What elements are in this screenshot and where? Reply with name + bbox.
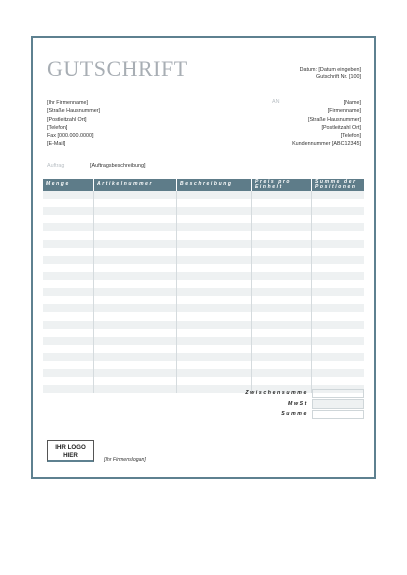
table-cell[interactable] [177,280,252,288]
table-cell[interactable] [94,207,177,215]
subtotal-row [43,388,364,399]
table-cell[interactable] [177,369,252,377]
table-cell[interactable] [177,215,252,223]
table-cell[interactable] [252,191,312,199]
document-title: GUTSCHRIFT [47,56,188,81]
table-cell[interactable] [177,377,252,385]
table-cell[interactable] [43,264,94,272]
recipient-street[interactable]: [Straße Hausnummer] [307,116,361,123]
table-cell[interactable] [312,199,364,207]
sender-street[interactable]: [Straße Hausnummer] [47,108,101,115]
table-cell[interactable] [312,369,364,377]
logo-text-line1: IHR LOGO [55,444,86,451]
table-cell[interactable] [312,288,364,296]
table-cell[interactable] [177,272,252,280]
totals-section [43,388,364,420]
table-cell[interactable] [43,345,94,353]
header-article-number: Artikelnummer [94,179,177,191]
table-row [43,312,364,320]
table-cell[interactable] [252,337,312,345]
total-row [43,409,364,420]
table-cell[interactable] [43,369,94,377]
table-cell[interactable] [252,329,312,337]
table-cell[interactable] [94,288,177,296]
table-cell[interactable] [252,223,312,231]
table-cell[interactable] [43,329,94,337]
table-cell[interactable] [312,191,364,199]
table-cell[interactable] [177,321,252,329]
table-cell[interactable] [177,240,252,248]
header-line-total: Summe der Positionen [315,178,357,190]
table-cell[interactable] [43,288,94,296]
table-cell[interactable] [94,231,177,239]
sender-fax[interactable]: Fax [000.000.0000] [47,133,94,140]
subtotal-label: Zwischensumme [245,390,308,397]
table-cell[interactable] [43,272,94,280]
table-cell[interactable] [43,337,94,345]
table-cell[interactable] [312,272,364,280]
table-cell[interactable] [312,256,364,264]
table-cell[interactable] [177,248,252,256]
order-description[interactable]: [Auftragsbeschreibung] [90,163,146,169]
recipient-city[interactable]: [Postleitzahl Ort] [321,124,361,131]
table-row [43,337,364,345]
table-cell[interactable] [177,191,252,199]
table-cell[interactable] [94,312,177,320]
line-items-table [43,179,364,393]
table-cell[interactable] [252,264,312,272]
table-cell[interactable] [43,223,94,231]
table-row [43,280,364,288]
logo-placeholder[interactable] [47,440,94,462]
tax-row [43,399,364,410]
table-cell[interactable] [94,280,177,288]
table-cell[interactable] [252,215,312,223]
table-row [43,321,364,329]
subtotal-field[interactable] [312,389,364,399]
document-meta [300,67,361,81]
company-slogan[interactable]: [Ihr Firmenslogan] [104,457,146,463]
logo-text-line2: HIER [63,451,78,459]
header-quantity: Menge [43,179,94,191]
table-cell[interactable] [177,207,252,215]
table-cell[interactable] [94,215,177,223]
table-cell[interactable] [177,329,252,337]
table-cell[interactable] [177,199,252,207]
table-cell[interactable] [43,215,94,223]
table-cell[interactable] [312,240,364,248]
table-cell[interactable] [312,321,364,329]
table-cell[interactable] [252,231,312,239]
table-cell[interactable] [94,223,177,231]
table-cell[interactable] [252,199,312,207]
table-row [43,369,364,377]
table-cell[interactable] [94,256,177,264]
table-row [43,215,364,223]
table-row [43,240,364,248]
table-cell[interactable] [177,312,252,320]
table-cell[interactable] [312,215,364,223]
table-cell[interactable] [94,304,177,312]
table-cell[interactable] [177,304,252,312]
header-description: Beschreibung [177,179,252,191]
table-cell[interactable] [312,248,364,256]
table-row [43,256,364,264]
table-cell[interactable] [252,248,312,256]
table-cell[interactable] [312,280,364,288]
table-row [43,248,364,256]
table-cell[interactable] [94,369,177,377]
table-cell[interactable] [252,207,312,215]
sender-email[interactable]: [E-Mail] [47,141,66,148]
table-row [43,264,364,272]
table-row [43,223,364,231]
table-row [43,296,364,304]
table-row [43,288,364,296]
table-header [43,179,364,191]
table-cell[interactable] [312,337,364,345]
table-cell[interactable] [94,272,177,280]
table-cell[interactable] [94,296,177,304]
table-cell[interactable] [312,207,364,215]
table-cell[interactable] [312,353,364,361]
table-cell[interactable] [252,353,312,361]
table-cell[interactable] [177,353,252,361]
table-cell[interactable] [94,337,177,345]
table-cell[interactable] [43,304,94,312]
table-cell[interactable] [252,345,312,353]
table-cell[interactable] [94,361,177,369]
table-cell[interactable] [312,361,364,369]
table-cell[interactable] [177,256,252,264]
table-cell[interactable] [252,369,312,377]
sender-company[interactable]: [Ihr Firmenname] [47,100,89,106]
customer-number[interactable]: Kundennummer [ABC12345] [292,141,361,148]
table-cell[interactable] [312,312,364,320]
table-cell[interactable] [312,345,364,353]
table-cell[interactable] [177,231,252,239]
date-line[interactable]: Datum: [Datum eingeben] [299,67,361,73]
table-cell[interactable] [177,337,252,345]
table-cell[interactable] [177,264,252,272]
sender-city[interactable]: [Postleitzahl Ort] [47,116,87,123]
table-cell[interactable] [43,248,94,256]
table-cell[interactable] [312,377,364,385]
order-label: Auftrag [47,163,65,169]
recipient-label: AN [272,99,280,105]
total-label: Summe [281,411,308,418]
table-cell[interactable] [43,207,94,215]
table-cell[interactable] [312,304,364,312]
table-cell[interactable] [94,329,177,337]
credit-number-line[interactable]: Gutschrift Nr. [100] [316,74,361,80]
table-cell[interactable] [312,231,364,239]
table-cell[interactable] [177,288,252,296]
table-cell[interactable] [177,345,252,353]
table-cell[interactable] [94,321,177,329]
table-cell[interactable] [94,248,177,256]
sender-address [47,99,100,149]
table-row [43,207,364,215]
table-cell[interactable] [177,361,252,369]
table-row [43,199,364,207]
table-cell[interactable] [94,199,177,207]
table-row [43,272,364,280]
tax-field[interactable] [312,399,364,409]
table-cell[interactable] [43,191,94,199]
table-cell[interactable] [177,296,252,304]
table-cell[interactable] [312,296,364,304]
table-cell[interactable] [43,361,94,369]
table-row [43,377,364,385]
table-cell[interactable] [312,329,364,337]
table-cell[interactable] [43,377,94,385]
table-cell[interactable] [94,377,177,385]
table-cell[interactable] [252,288,312,296]
recipient-address [292,99,361,149]
table-cell[interactable] [252,256,312,264]
header-unit-price: Preis pro Einheit [252,179,312,191]
table-cell[interactable] [312,264,364,272]
table-cell[interactable] [43,256,94,264]
table-cell[interactable] [177,223,252,231]
table-row [43,191,364,199]
recipient-name[interactable]: [Name] [343,100,361,106]
table-row [43,353,364,361]
table-cell[interactable] [94,353,177,361]
table-cell[interactable] [43,280,94,288]
table-cell[interactable] [252,321,312,329]
table-cell[interactable] [94,264,177,272]
table-row [43,345,364,353]
total-field[interactable] [312,410,364,420]
table-cell[interactable] [94,191,177,199]
table-cell[interactable] [252,312,312,320]
table-cell[interactable] [252,280,312,288]
table-cell[interactable] [43,312,94,320]
table-cell[interactable] [252,377,312,385]
table-cell[interactable] [43,321,94,329]
recipient-phone[interactable]: [Telefon] [340,133,361,140]
tax-label: MwSt [288,400,308,407]
table-cell[interactable] [252,296,312,304]
table-cell[interactable] [252,304,312,312]
table-cell[interactable] [94,240,177,248]
table-body [43,191,364,393]
table-cell[interactable] [43,353,94,361]
recipient-company[interactable]: [Firmenname] [327,108,361,115]
table-cell[interactable] [94,345,177,353]
table-cell[interactable] [312,223,364,231]
table-row [43,304,364,312]
table-cell[interactable] [43,240,94,248]
table-cell[interactable] [43,296,94,304]
table-cell[interactable] [252,272,312,280]
table-row [43,329,364,337]
table-cell[interactable] [252,361,312,369]
sender-phone[interactable]: [Telefon] [47,124,68,131]
table-cell[interactable] [252,240,312,248]
table-row [43,361,364,369]
table-row [43,231,364,239]
table-cell[interactable] [43,199,94,207]
table-cell[interactable] [43,231,94,239]
